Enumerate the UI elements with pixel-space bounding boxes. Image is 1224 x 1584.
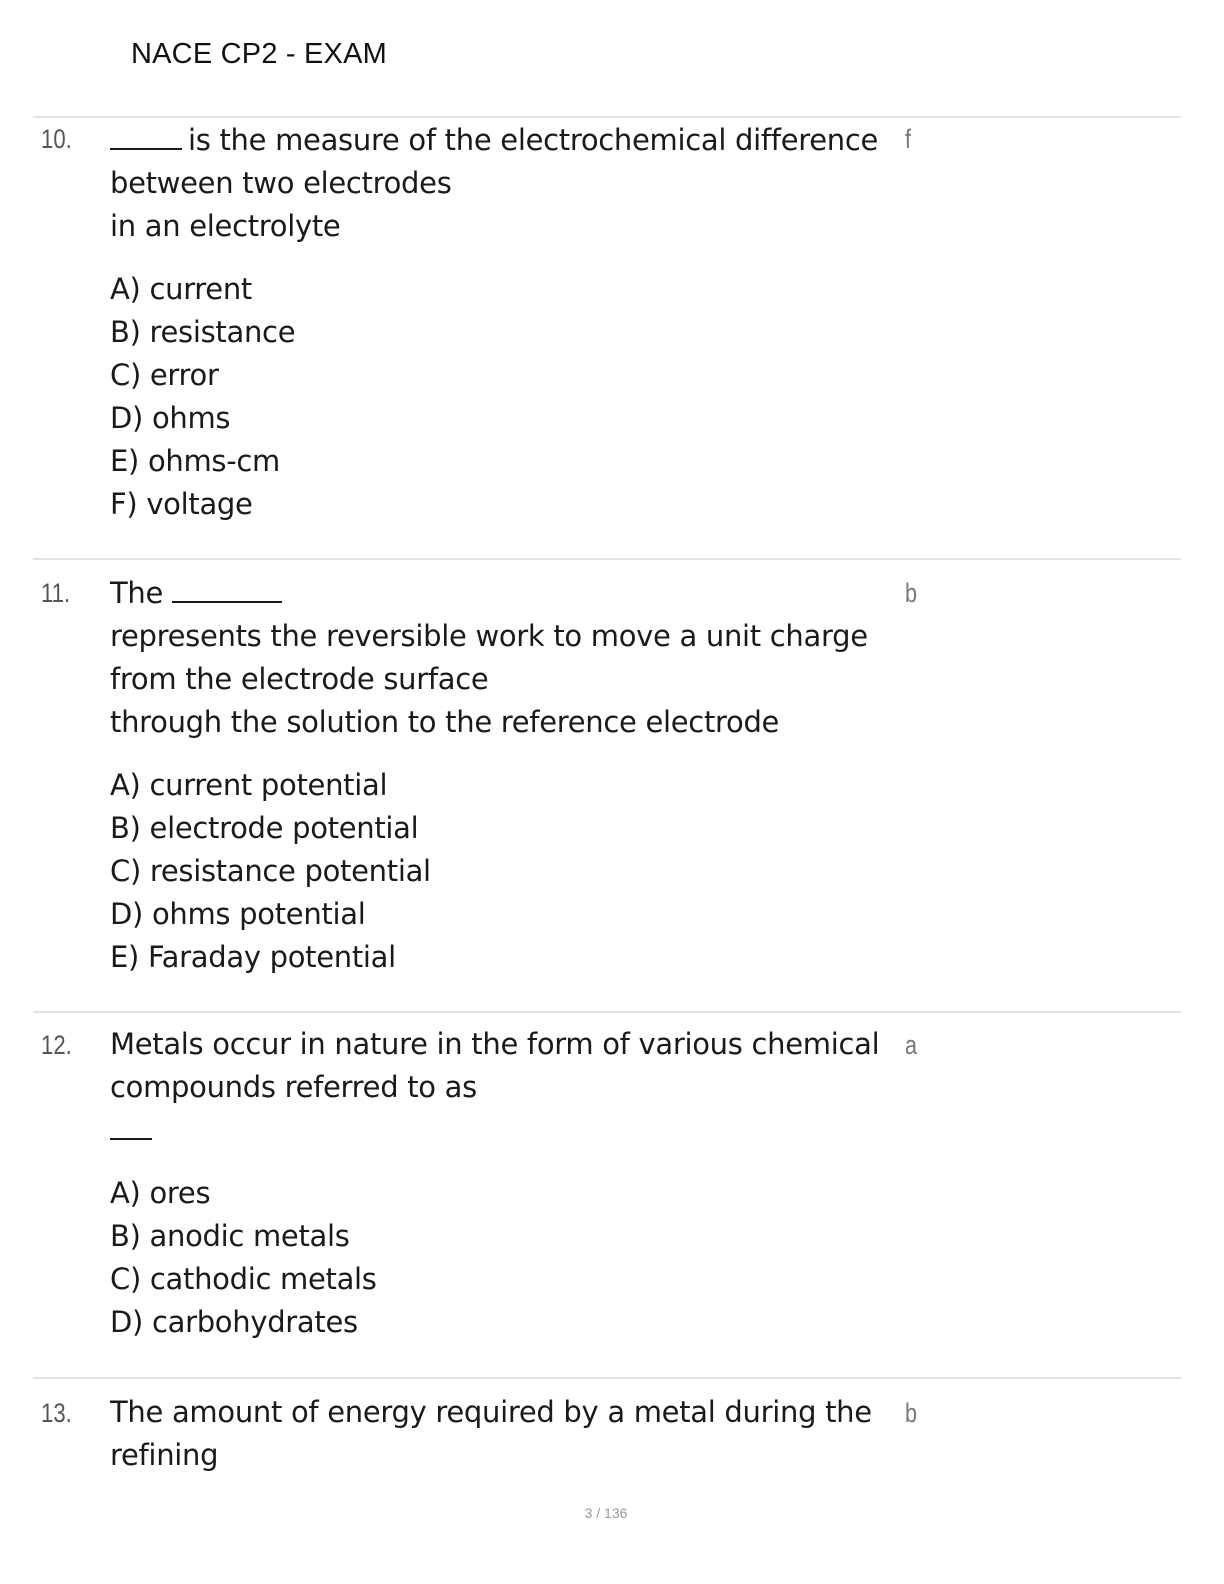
question-number: 13. — [41, 1398, 72, 1428]
option-item: B) resistance — [110, 315, 296, 349]
question-body — [110, 1023, 930, 1344]
question-number: 12. — [41, 1030, 72, 1060]
option-item: F) voltage — [110, 487, 253, 521]
divider — [33, 1377, 1181, 1379]
divider — [33, 558, 1181, 560]
question-text-line: through the solution to the reference electrode — [110, 705, 780, 739]
option-item: E) Faraday potential — [110, 940, 396, 974]
answer-mark: f — [905, 124, 912, 154]
question-text-line: from the electrode surface — [110, 662, 489, 696]
question-text-line: refining — [110, 1438, 219, 1472]
question-body — [110, 119, 930, 526]
question-text-line: between two electrodes — [110, 166, 452, 200]
question-text-line: compounds referred to as — [110, 1070, 477, 1104]
option-item: C) cathodic metals — [110, 1262, 377, 1296]
option-item: D) ohms — [110, 401, 231, 435]
question-number: 10. — [41, 124, 72, 154]
question-body — [110, 1391, 930, 1477]
divider — [33, 116, 1181, 118]
question-text-line: in an electrolyte — [110, 209, 341, 243]
page-header-title: NACE CP2 - EXAM — [131, 38, 387, 70]
question-text-line — [110, 572, 930, 615]
question-text-line: represents the reversible work to move a unit charge — [110, 619, 868, 653]
question-number: 11. — [41, 578, 71, 608]
option-item: B) anodic metals — [110, 1219, 350, 1253]
option-item: A) ores — [110, 1176, 211, 1210]
question-body — [110, 572, 930, 979]
option-item: A) current potential — [110, 768, 388, 802]
divider — [33, 1011, 1181, 1013]
page-number: 3 / 136 — [584, 1505, 628, 1521]
option-item: A) current — [110, 272, 252, 306]
option-item: D) carbohydrates — [110, 1305, 358, 1339]
option-item: E) ohms-cm — [110, 444, 280, 478]
answer-mark: b — [905, 578, 918, 608]
answer-mark: b — [905, 1398, 918, 1428]
answer-blank — [172, 573, 282, 603]
answer-blank — [110, 1110, 152, 1140]
question-text: is the measure of the electrochemical difference — [188, 123, 879, 157]
question-text: The — [110, 576, 164, 610]
question-text-line — [110, 119, 930, 162]
options-list — [110, 268, 930, 526]
option-item: C) error — [110, 358, 219, 392]
answer-blank — [110, 120, 182, 150]
options-list — [110, 764, 930, 979]
question-text-line: Metals occur in nature in the form of various chemical — [110, 1027, 880, 1061]
options-list — [110, 1172, 930, 1344]
question-text-line: The amount of energy required by a metal during the — [110, 1395, 872, 1429]
option-item: D) ohms potential — [110, 897, 366, 931]
answer-mark: a — [905, 1030, 918, 1060]
option-item: C) resistance potential — [110, 854, 431, 888]
question-text-line — [110, 1109, 930, 1152]
option-item: B) electrode potential — [110, 811, 419, 845]
